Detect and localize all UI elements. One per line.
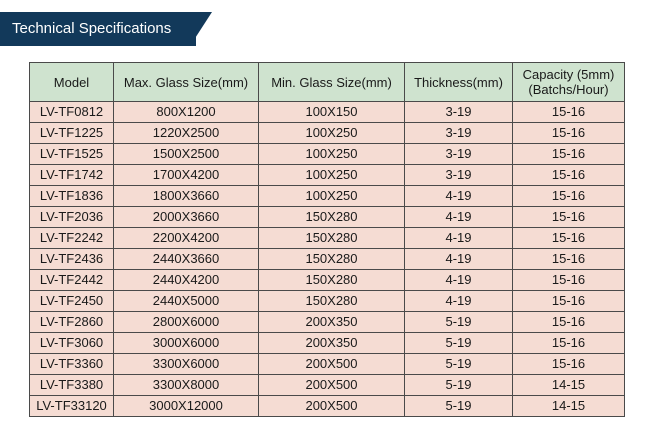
cell-max-glass-size: 3300X8000 [114, 375, 259, 396]
cell-min-glass-size: 150X280 [259, 291, 405, 312]
cell-model: LV-TF2450 [30, 291, 114, 312]
cell-thickness: 4-19 [405, 291, 513, 312]
table-row [30, 102, 625, 123]
table-row [30, 375, 625, 396]
table-row [30, 333, 625, 354]
banner-tail-decoration [190, 12, 212, 46]
cell-model: LV-TF3060 [30, 333, 114, 354]
cell-max-glass-size: 800X1200 [114, 102, 259, 123]
cell-capacity: 15-16 [513, 312, 625, 333]
cell-max-glass-size: 2800X6000 [114, 312, 259, 333]
cell-capacity: 15-16 [513, 354, 625, 375]
cell-min-glass-size: 200X350 [259, 312, 405, 333]
cell-max-glass-size: 2200X4200 [114, 228, 259, 249]
cell-thickness: 4-19 [405, 249, 513, 270]
cell-max-glass-size: 3000X12000 [114, 396, 259, 417]
cell-capacity: 15-16 [513, 333, 625, 354]
cell-capacity: 15-16 [513, 291, 625, 312]
cell-thickness: 4-19 [405, 207, 513, 228]
table-row [30, 165, 625, 186]
cell-min-glass-size: 150X280 [259, 207, 405, 228]
cell-thickness: 4-19 [405, 270, 513, 291]
cell-min-glass-size: 100X250 [259, 165, 405, 186]
cell-max-glass-size: 2440X5000 [114, 291, 259, 312]
cell-max-glass-size: 1700X4200 [114, 165, 259, 186]
table-row [30, 291, 625, 312]
cell-capacity: 15-16 [513, 186, 625, 207]
cell-min-glass-size: 100X250 [259, 144, 405, 165]
header-max-glass-size: Max. Glass Size(mm) [114, 63, 259, 102]
cell-capacity: 15-16 [513, 249, 625, 270]
cell-max-glass-size: 2440X4200 [114, 270, 259, 291]
cell-thickness: 5-19 [405, 354, 513, 375]
spec-table-header-row [30, 63, 625, 102]
table-row [30, 207, 625, 228]
cell-capacity: 14-15 [513, 396, 625, 417]
header-model: Model [30, 63, 114, 102]
cell-thickness: 5-19 [405, 333, 513, 354]
cell-min-glass-size: 100X250 [259, 186, 405, 207]
cell-capacity: 15-16 [513, 123, 625, 144]
table-row [30, 354, 625, 375]
cell-thickness: 3-19 [405, 144, 513, 165]
cell-thickness: 5-19 [405, 312, 513, 333]
cell-min-glass-size: 100X250 [259, 123, 405, 144]
cell-model: LV-TF33120 [30, 396, 114, 417]
table-row [30, 249, 625, 270]
cell-min-glass-size: 200X500 [259, 396, 405, 417]
table-row [30, 228, 625, 249]
cell-min-glass-size: 200X500 [259, 354, 405, 375]
cell-max-glass-size: 3300X6000 [114, 354, 259, 375]
cell-model: LV-TF2036 [30, 207, 114, 228]
header-capacity-line1: Capacity (5mm) [522, 67, 615, 82]
cell-model: LV-TF2436 [30, 249, 114, 270]
header-thickness: Thickness(mm) [405, 63, 513, 102]
cell-thickness: 4-19 [405, 228, 513, 249]
cell-min-glass-size: 150X280 [259, 249, 405, 270]
header-capacity-line2: (Batchs/Hour) [528, 82, 609, 97]
cell-capacity: 15-16 [513, 102, 625, 123]
cell-max-glass-size: 2000X3660 [114, 207, 259, 228]
cell-max-glass-size: 3000X6000 [114, 333, 259, 354]
cell-model: LV-TF1836 [30, 186, 114, 207]
header-min-glass-size: Min. Glass Size(mm) [259, 63, 405, 102]
cell-min-glass-size: 200X350 [259, 333, 405, 354]
cell-model: LV-TF2442 [30, 270, 114, 291]
cell-capacity: 15-16 [513, 144, 625, 165]
cell-model: LV-TF3380 [30, 375, 114, 396]
table-row [30, 144, 625, 165]
cell-thickness: 3-19 [405, 102, 513, 123]
cell-thickness: 3-19 [405, 123, 513, 144]
cell-capacity: 15-16 [513, 270, 625, 291]
cell-thickness: 4-19 [405, 186, 513, 207]
cell-thickness: 5-19 [405, 396, 513, 417]
cell-min-glass-size: 150X280 [259, 228, 405, 249]
cell-capacity: 15-16 [513, 207, 625, 228]
table-row [30, 396, 625, 417]
table-row [30, 270, 625, 291]
cell-model: LV-TF3360 [30, 354, 114, 375]
cell-min-glass-size: 200X500 [259, 375, 405, 396]
cell-max-glass-size: 1800X3660 [114, 186, 259, 207]
section-title: Technical Specifications [12, 20, 172, 37]
table-row [30, 186, 625, 207]
header-capacity [513, 63, 625, 102]
cell-thickness: 3-19 [405, 165, 513, 186]
cell-capacity: 15-16 [513, 165, 625, 186]
cell-model: LV-TF0812 [30, 102, 114, 123]
cell-capacity: 14-15 [513, 375, 625, 396]
cell-min-glass-size: 150X280 [259, 270, 405, 291]
cell-model: LV-TF1225 [30, 123, 114, 144]
spec-table [29, 62, 625, 417]
cell-model: LV-TF1742 [30, 165, 114, 186]
table-row [30, 312, 625, 333]
cell-max-glass-size: 1500X2500 [114, 144, 259, 165]
cell-capacity: 15-16 [513, 228, 625, 249]
cell-thickness: 5-19 [405, 375, 513, 396]
table-row [30, 123, 625, 144]
cell-model: LV-TF1525 [30, 144, 114, 165]
cell-max-glass-size: 2440X3660 [114, 249, 259, 270]
spec-table-body [30, 102, 625, 417]
cell-model: LV-TF2860 [30, 312, 114, 333]
cell-model: LV-TF2242 [30, 228, 114, 249]
cell-min-glass-size: 100X150 [259, 102, 405, 123]
section-title-banner [0, 12, 196, 46]
cell-max-glass-size: 1220X2500 [114, 123, 259, 144]
